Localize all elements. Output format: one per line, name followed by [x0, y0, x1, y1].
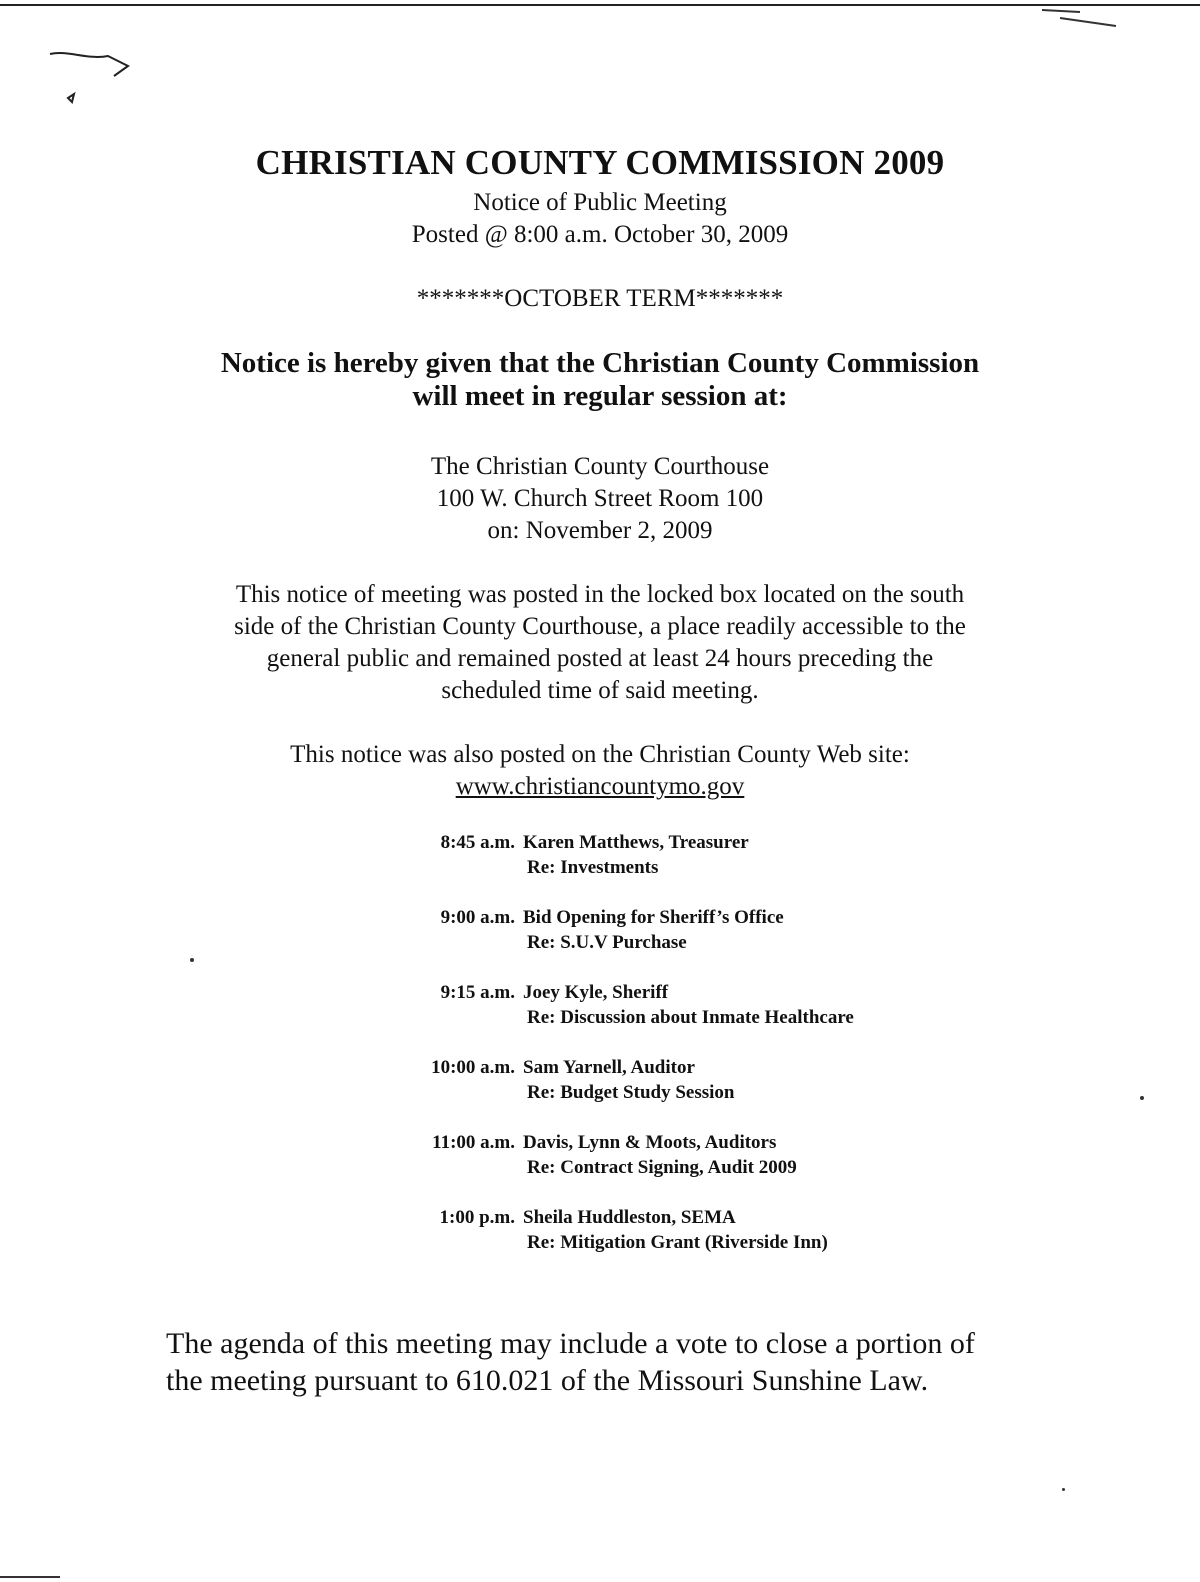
scan-edge-line	[0, 4, 1200, 6]
agenda-presenter: Joey Kyle, Sheriff	[523, 982, 669, 1003]
scan-speck	[1062, 1488, 1065, 1491]
agenda-presenter: Bid Opening for Sheriff’s Office	[523, 907, 784, 928]
web-notice	[0, 739, 1200, 803]
notice-heading	[0, 347, 1200, 413]
posting-line-3: general public and remained posted at least 24 hours preceding the	[266, 645, 934, 672]
agenda-topic: Re: Contract Signing, Audit 2009	[527, 1157, 797, 1178]
scan-artifact-top-left	[48, 46, 138, 116]
scan-edge-line-bottom	[0, 1576, 60, 1578]
posting-line-1: This notice of meeting was posted in the locked box located on the south	[235, 581, 965, 608]
web-line-1: This notice was also posted on the Christian County Web site:	[290, 741, 910, 768]
website-link[interactable]: www.christiancountymo.gov	[455, 773, 745, 800]
agenda-topic: Re: Investments	[527, 857, 659, 878]
posting-statement	[0, 579, 1200, 707]
scan-speck	[1140, 1096, 1144, 1100]
scan-speck	[190, 958, 194, 962]
location-line-3: on: November 2, 2009	[487, 517, 713, 544]
agenda-time: 1:00 p.m.	[439, 1207, 515, 1228]
agenda-time: 9:15 a.m.	[440, 982, 515, 1003]
agenda-presenter: Sheila Huddleston, SEMA	[523, 1207, 736, 1228]
location-line-2: 100 W. Church Street Room 100	[436, 485, 764, 512]
agenda-item	[380, 1132, 940, 1207]
agenda-time: 8:45 a.m.	[440, 832, 515, 853]
agenda-item	[380, 832, 940, 907]
agenda-topic: Re: Mitigation Grant (Riverside Inn)	[527, 1232, 828, 1253]
term-banner: *******OCTOBER TERM*******	[416, 285, 784, 312]
page-title: CHRISTIAN COUNTY COMMISSION 2009	[255, 143, 945, 182]
notice-subtitle: Notice of Public Meeting	[473, 189, 727, 216]
agenda-item	[380, 907, 940, 982]
agenda-presenter: Davis, Lynn & Moots, Auditors	[523, 1132, 777, 1153]
notice-line-2: will meet in regular session at:	[412, 380, 788, 412]
agenda-presenter: Karen Matthews, Treasurer	[523, 832, 749, 853]
closing-line-1: The agenda of this meeting may include a vote to close a portion of	[166, 1327, 975, 1360]
agenda-time: 11:00 a.m.	[432, 1132, 515, 1153]
location-line-1: The Christian County Courthouse	[430, 453, 770, 480]
notice-line-1: Notice is hereby given that the Christian County Commission	[220, 347, 980, 379]
agenda-time: 9:00 a.m.	[440, 907, 515, 928]
meeting-location	[0, 451, 1200, 547]
agenda-presenter: Sam Yarnell, Auditor	[523, 1057, 695, 1078]
agenda-item	[380, 1057, 940, 1132]
posting-line-2: side of the Christian County Courthouse, a place readily accessible to the	[234, 613, 966, 640]
agenda-topic: Re: Discussion about Inmate Healthcare	[527, 1007, 854, 1028]
agenda-topic: Re: S.U.V Purchase	[527, 932, 687, 953]
agenda-item	[380, 982, 940, 1057]
agenda-item	[380, 1207, 940, 1282]
agenda-topic: Re: Budget Study Session	[527, 1082, 735, 1103]
closing-statement	[166, 1325, 1066, 1399]
agenda-list	[380, 832, 940, 1282]
agenda-time: 10:00 a.m.	[431, 1057, 515, 1078]
scan-artifact-top-right	[1040, 2, 1120, 30]
closing-line-2: the meeting pursuant to 610.021 of the Missouri Sunshine Law.	[166, 1364, 929, 1397]
posted-time: Posted @ 8:00 a.m. October 30, 2009	[411, 221, 789, 248]
posting-line-4: scheduled time of said meeting.	[441, 677, 759, 704]
